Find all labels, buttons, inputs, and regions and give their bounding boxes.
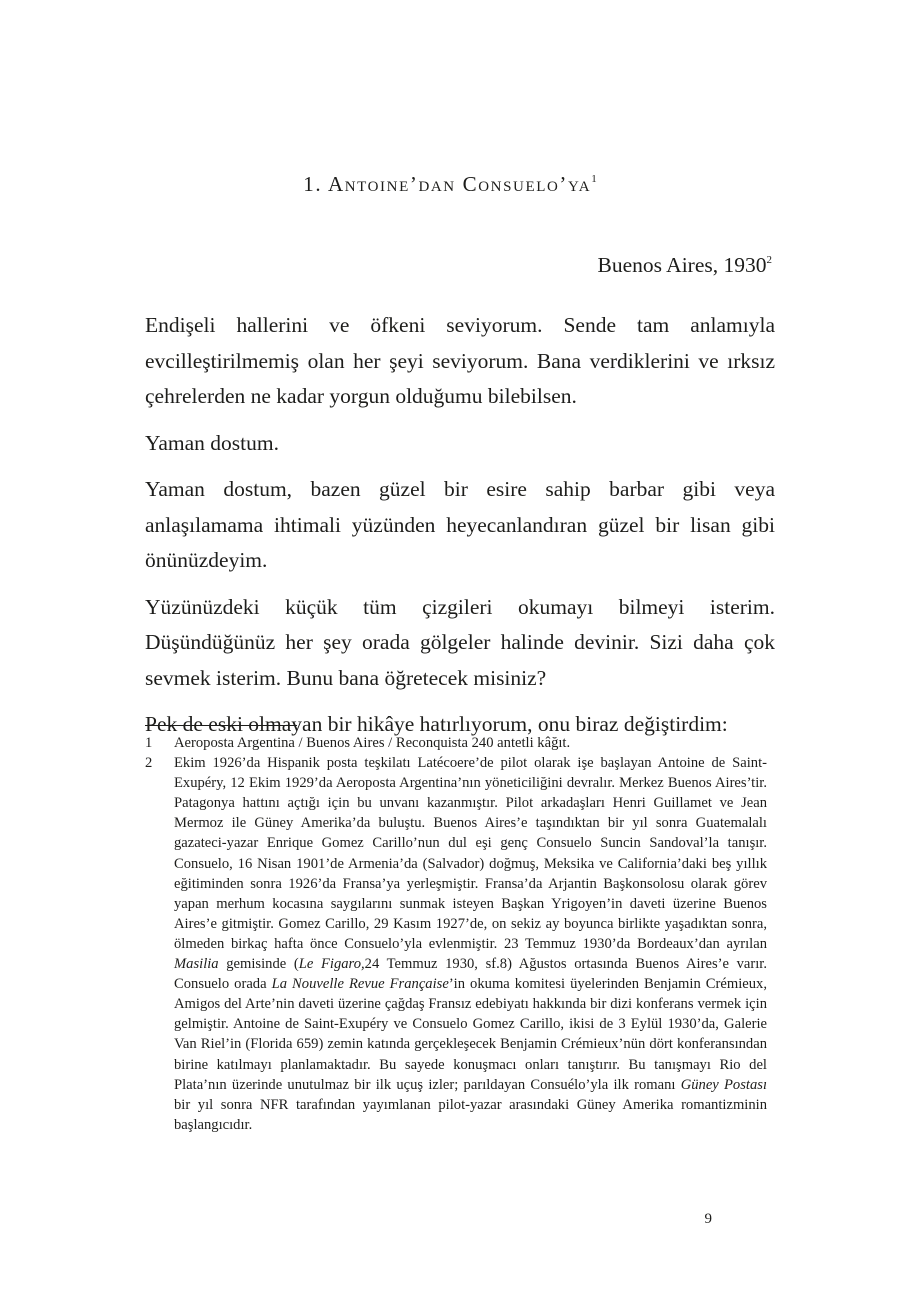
paragraph: Yaman dostum. xyxy=(145,430,279,455)
footnote-text: Aeroposta Argentina / Buenos Aires / Reconquista 240 antetli kâğıt. xyxy=(174,735,571,751)
paragraph: Endişeli hallerini ve öfkeni seviyorum. Sende tam anlamıyla evcilleştirilmemiş olan her şeyi seviyorum. Bana verdiklerini ve ırksız çehrelerden ne kadar yorgun olduğumu bilebilsen. xyxy=(145,313,775,408)
place-date-text: Buenos Aires, 1930 xyxy=(597,253,767,277)
footnote-italic-novel: Güney Postası xyxy=(680,1076,767,1093)
chapter-title xyxy=(0,172,900,197)
footnote-italic-ship-name: Masilia xyxy=(174,956,219,973)
page-number: 9 xyxy=(704,1211,712,1227)
chapter-title-text: 1. Antoine’dan Consuelo’ya xyxy=(303,172,592,196)
footnote-italic-journal: La Nouvelle Revue Française xyxy=(271,976,449,993)
place-date xyxy=(597,253,772,278)
footnote-text-part: Ekim 1926’da Hispanik posta teşkilatı Latécoere’de pilot olarak işe başlayan Antoine de Saint-Exupéry, 12 Ekim 1929’da Aeroposta Argentina’nın yöneticiliğini devralır. Merkez Buenos Aires’tir. Patagonya hattını açtığı için bu unvanı kazanmıştır. Pilot arkadaşları Henri Guillamet ve Jean Mermoz ile Güney Amerika’da buluştu. Buenos Aires’e taşındıktan bir yıl sonra Guatemalalı gazateci-yazar Enrique Gomez Carillo’nun dul eşi genç Consuelo Suncin Sandoval’la tanışır. Consuelo, 16 Nisan 1901’de Armenia’da (Salvador) doğmuş, Meksika ve California’daki beş yıllık eğitiminden sonra 1926’da Fransa’ya yerleşmiştir. Fransa’da Arjantin Başkonsolosu olarak görev yapan merhum kocasına saygılarını sunmak isteyen Başkan Yrigoyen’in daveti üzerine Buenos Aires’e gitmiştir. Gomez Carillo, 29 Kasım 1927’de, on sekiz ay boyunca birlikte yaşadıktan sonra, ölmeden birkaç hafta önce Consuelo’yla evlenmiştir. 23 Temmuz 1930’da Bordeaux’dan ayrılan xyxy=(174,755,767,952)
footnote-number: 2 xyxy=(145,755,153,772)
footnote-italic-newspaper: Le Figaro, xyxy=(298,956,365,973)
footnote xyxy=(145,733,767,753)
paragraph: Pek de eski olmayan bir hikâye hatırlıyorum, onu biraz değiştirdim: xyxy=(145,712,728,736)
paragraph: Yüzünüzdeki küçük tüm çizgileri okumayı bilmeyi isterim. Düşündüğünüz her şey orada gölgeler halinde devinir. Sizi daha çok sevmek isterim. Bunu bana öğretecek misiniz? xyxy=(145,594,775,690)
footnote-text-part: 24 Temmuz 1930, sf.8) Ağustos ortasında Buenos Aires’e varır. Consuelo orada xyxy=(174,956,767,993)
chapter-footnote-ref: 1 xyxy=(591,173,597,185)
footnotes xyxy=(145,733,767,1135)
footnote-text-part: ’in okuma komitesi üyelerinden Benjamin Crémieux, Amigos del Arte’nin daveti üzerine çağdaş Fransız edebiyatı hakkında bir dizi konferans vermek için gelmiştir. Antoine de Saint-Exupéry ve Consuelo Gomez Carillo, ikisi de 3 Eylül 1930’da, Galerie Van Riel’in (Florida 659) zemin katında gerçekleşecek Benjamin Crémieux’nün dört konferansından birine katılmayı planlamaktadır. Bu sayede konuşmacı onları tanıştırır. Bu tanışmayı Rio del Plata’nın üzerinde unutulmaz bir ilk uçuş izler; parıldayan Consuélo’yla ilk romanı xyxy=(174,976,767,1093)
footnote-divider xyxy=(145,725,297,726)
footnote-text-part: bir yıl sonra NFR tarafından yayımlanan pilot-yazar arasındaki Güney Amerika romantizminin başlangıcıdır. xyxy=(174,1096,767,1133)
footnote-number: 1 xyxy=(145,735,153,751)
footnote xyxy=(145,753,767,1135)
paragraph: Yaman dostum, bazen güzel bir esire sahip barbar gibi veya anlaşılamama ihtimali yüzünden heyecanlandıran güzel bir lisan gibi önünüzdeyim. xyxy=(145,477,775,572)
footnote-text-part: gemisinde ( xyxy=(226,956,299,973)
letter-body xyxy=(145,308,775,754)
footnote-text xyxy=(174,753,767,1135)
place-date-footnote-ref: 2 xyxy=(766,254,772,266)
